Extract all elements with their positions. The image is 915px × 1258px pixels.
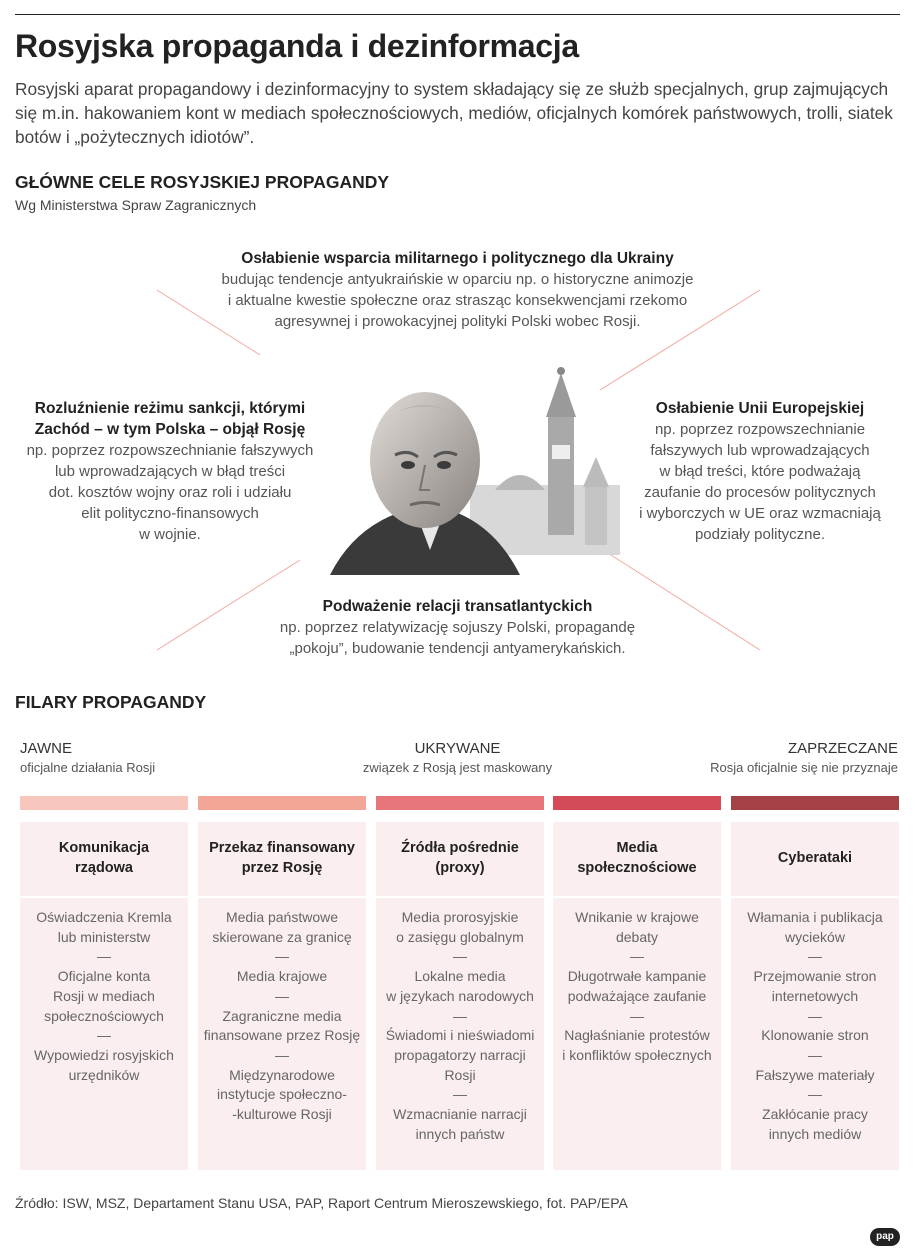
- goal-left: [5, 398, 335, 545]
- pillar-item-line: skierowane za granicę: [212, 928, 352, 945]
- goal-top-line: budując tendencje antyukraińskie w oparciu np. o historyczne animozje: [221, 271, 694, 288]
- goal-left-line: lub wprowadzających w błąd treści: [54, 463, 286, 480]
- pillar-title: [20, 822, 188, 894]
- pap-logo: pap: [870, 1228, 900, 1246]
- pillar-bar-4: [553, 796, 721, 810]
- pillar-item-line: Zakłócanie pracy: [762, 1106, 868, 1123]
- putin-kremlin-photo: [320, 365, 640, 575]
- pillar-divider: [198, 896, 366, 898]
- pillar-item-line: i konfliktów społecznych: [562, 1046, 712, 1063]
- pillar-item: [557, 1026, 717, 1065]
- pillar-item: [735, 908, 895, 947]
- item-separator: —: [808, 1007, 822, 1024]
- item-separator: —: [453, 1086, 467, 1103]
- item-separator: —: [808, 1046, 822, 1063]
- pillar-item-line: finansowane przez Rosję: [203, 1027, 361, 1044]
- pillar-item-line: Media państwowe: [225, 909, 339, 925]
- pillar-items: [202, 908, 362, 1125]
- pillar-item-line: społecznościowych: [44, 1007, 164, 1024]
- goal-left-line: w wojnie.: [139, 526, 201, 543]
- goals-heading: GŁÓWNE CELE ROSYJSKIEJ PROPAGANDY: [15, 172, 390, 192]
- pillar-item: [380, 967, 540, 1006]
- item-separator: —: [808, 1086, 822, 1103]
- pillar-item-line: Wzmacnianie narracji: [393, 1106, 527, 1123]
- goal-right-line: w błąd treści, które podważają: [659, 463, 861, 480]
- pillar-item-line: instytucje społeczno-: [217, 1086, 347, 1103]
- goal-right-line: np. poprzez rozpowszechnianie: [654, 421, 866, 438]
- pillar-divider: [20, 896, 188, 898]
- goal-bottom-line: „pokoju”, budowanie tendencji antyamerykańskich.: [289, 640, 626, 657]
- pillar-title-line: Cyberataki: [777, 850, 853, 866]
- pillar-title-line: (proxy): [435, 860, 485, 876]
- pillar-item-line: Przejmowanie stron: [753, 968, 877, 985]
- pillar-item-line: Lokalne media: [414, 968, 506, 985]
- pillar-items: [735, 908, 895, 1144]
- pillar-column-cyberattacks: [731, 822, 899, 1170]
- goal-left-title-line: Zachód – w tym Polska – objął Rosję: [34, 421, 306, 438]
- goal-right-line: i wyborczych w UE oraz wzmacniają: [639, 505, 881, 522]
- pillar-item: [380, 1026, 540, 1085]
- goals-diagram: [0, 230, 915, 680]
- pillar-item-line: Oświadczenia Kremla: [36, 909, 172, 925]
- pillar-item: [380, 1105, 540, 1144]
- item-separator: —: [275, 948, 289, 965]
- pillar-item: [202, 967, 362, 987]
- pillar-title-line: społecznościowe: [577, 860, 697, 876]
- pillar-title: [553, 822, 721, 894]
- goal-top-title: Osłabienie wsparcia militarnego i politycznego dla Ukrainy: [241, 250, 674, 267]
- scale-open-label: JAWNE: [20, 740, 72, 757]
- pillar-item-line: -kulturowe Rosji: [232, 1106, 332, 1123]
- pillar-bar-2: [198, 796, 366, 810]
- goal-bottom-line: np. poprzez relatywizację sojuszy Polski, propagandę: [279, 619, 636, 636]
- goal-bottom: [210, 596, 705, 659]
- pillar-item-line: Klonowanie stron: [761, 1027, 869, 1044]
- pillar-item: [24, 1046, 184, 1085]
- pillar-column-government: [20, 822, 188, 1170]
- pillar-item-line: Wnikanie w krajowe: [575, 909, 699, 925]
- pillar-title-line: przez Rosję: [241, 860, 323, 876]
- pillar-title-line: rządowa: [74, 860, 133, 876]
- pillar-bar-3: [376, 796, 544, 810]
- pillar-items: [380, 908, 540, 1144]
- pillar-item-line: Media prorosyjskie: [401, 909, 519, 925]
- top-rule: [15, 14, 900, 15]
- pillar-item-line: Włamania i publikacja: [747, 909, 883, 925]
- pillar-item-line: Nagłaśnianie protestów: [564, 1027, 710, 1044]
- pillar-column-financed: [198, 822, 366, 1170]
- pillar-title-line: Źródła pośrednie: [401, 840, 519, 856]
- pillar-items: [24, 908, 184, 1085]
- source-note: Źródło: ISW, MSZ, Departament Stanu USA, PAP, Raport Centrum Mieroszewskiego, fot. PAP/EPA: [15, 1195, 628, 1211]
- page-title: Rosyjska propaganda i dezinformacja: [15, 28, 579, 64]
- pillar-item-line: urzędników: [68, 1066, 140, 1083]
- scale-hidden-label: UKRYWANE: [414, 740, 501, 757]
- pillar-title: [731, 822, 899, 894]
- pillar-item: [202, 1066, 362, 1125]
- item-separator: —: [453, 1007, 467, 1024]
- pillar-item-line: Międzynarodowe: [229, 1066, 335, 1083]
- goal-top: [160, 248, 755, 332]
- pillar-item-line: Fałszywe materiały: [755, 1066, 875, 1083]
- goal-top-line: agresywnej i prowokacyjnej polityki Polski wobec Rosji.: [274, 313, 641, 330]
- pillar-item-line: Świadomi i nieświadomi: [385, 1027, 535, 1044]
- pillar-divider: [553, 896, 721, 898]
- scale-hidden-sub: związek z Rosją jest maskowany: [362, 760, 553, 775]
- goal-left-title-line: Rozluźnienie reżimu sankcji, którymi: [34, 400, 306, 417]
- pillar-bar-1: [20, 796, 188, 810]
- lead-paragraph: Rosyjski aparat propagandowy i dezinformacyjny to system składający się ze służb specjalnych, grup zajmujących się m.in. hakowaniem kont w mediach społecznościowych, mediów, oficjalnych komórek państwowych, trolli, siatek botów i „pożytecznych idiotów”.: [15, 79, 893, 147]
- pillar-column-proxy: [376, 822, 544, 1170]
- pillar-item-line: debaty: [615, 928, 659, 945]
- pillar-item-line: lub ministerstw: [57, 928, 151, 945]
- pillar-title-line: Komunikacja: [58, 840, 150, 856]
- item-separator: —: [808, 948, 822, 965]
- pillar-item-line: o zasięgu globalnym: [396, 928, 524, 945]
- pillar-title: [198, 822, 366, 894]
- goal-right: [615, 398, 905, 545]
- pillar-item-line: propagatorzy narracji: [394, 1046, 526, 1063]
- pillar-divider: [731, 896, 899, 898]
- item-separator: —: [630, 948, 644, 965]
- pillar-item: [202, 908, 362, 947]
- goal-left-line: np. poprzez rozpowszechnianie fałszywych: [26, 442, 314, 459]
- item-separator: —: [97, 1027, 111, 1044]
- pillar-item-line: podważające zaufanie: [567, 987, 707, 1004]
- pillar-item-line: Rosji w mediach: [53, 987, 155, 1004]
- item-separator: —: [453, 948, 467, 965]
- pillar-item: [24, 908, 184, 947]
- pillar-item-line: innych mediów: [768, 1125, 862, 1142]
- pillar-item-line: Zagraniczne media: [222, 1007, 342, 1024]
- pillar-item: [557, 908, 717, 947]
- goal-right-line: fałszywych lub wprowadzających: [650, 442, 870, 459]
- goal-left-line: dot. kosztów wojny oraz roli i udziału: [48, 484, 292, 501]
- item-separator: —: [630, 1007, 644, 1024]
- item-separator: —: [275, 987, 289, 1004]
- goal-right-line: zaufanie do procesów politycznych: [644, 484, 876, 501]
- pillar-item-line: Oficjalne konta: [57, 968, 151, 985]
- pillar-bar-5: [731, 796, 899, 810]
- pillar-item: [735, 1066, 895, 1086]
- scale-denied-label: ZAPRZECZANE: [787, 740, 898, 757]
- scale-open-sub: oficjalne działania Rosji: [20, 760, 156, 775]
- pillar-item: [380, 908, 540, 947]
- pillars-heading: FILARY PROPAGANDY: [15, 692, 207, 712]
- pillar-item-line: w językach narodowych: [386, 987, 534, 1004]
- pillar-item-line: Wypowiedzi rosyjskich: [34, 1046, 174, 1063]
- pillar-item: [735, 1026, 895, 1046]
- pillar-items: [557, 908, 717, 1066]
- pillar-title: [376, 822, 544, 894]
- pillar-item: [557, 967, 717, 1006]
- goal-bottom-title: Podważenie relacji transatlantyckich: [322, 598, 593, 615]
- item-separator: —: [275, 1046, 289, 1063]
- pillar-divider: [376, 896, 544, 898]
- pillar-item-line: Rosji: [444, 1066, 476, 1083]
- pillar-item-line: wycieków: [785, 928, 845, 945]
- pillar-title-line: Przekaz finansowany: [209, 840, 355, 856]
- pillar-item-line: innych państw: [415, 1125, 505, 1142]
- pillar-column-social-media: [553, 822, 721, 1170]
- goal-right-title: Osłabienie Unii Europejskiej: [655, 400, 865, 417]
- goal-top-line: i aktualne kwestie społeczne oraz strasząc konsekwencjami rzekomo: [227, 292, 688, 309]
- goal-left-line: elit polityczno-finansowych: [81, 505, 259, 522]
- goal-right-line: podziały polityczne.: [694, 526, 826, 543]
- pillar-item: [735, 967, 895, 1006]
- pillar-item-line: internetowych: [771, 987, 859, 1004]
- pillar-item: [202, 1007, 362, 1046]
- pillar-item-line: Media krajowe: [236, 968, 328, 985]
- goals-source: Wg Ministerstwa Spraw Zagranicznych: [15, 197, 257, 213]
- pillar-item: [735, 1105, 895, 1144]
- pillar-title-line: Media: [616, 840, 658, 856]
- pillar-item: [24, 967, 184, 1026]
- scale-denied-sub: Rosja oficjalnie się nie przyznaje: [710, 760, 898, 775]
- pillar-item-line: Długotrwałe kampanie: [567, 968, 707, 985]
- item-separator: —: [97, 948, 111, 965]
